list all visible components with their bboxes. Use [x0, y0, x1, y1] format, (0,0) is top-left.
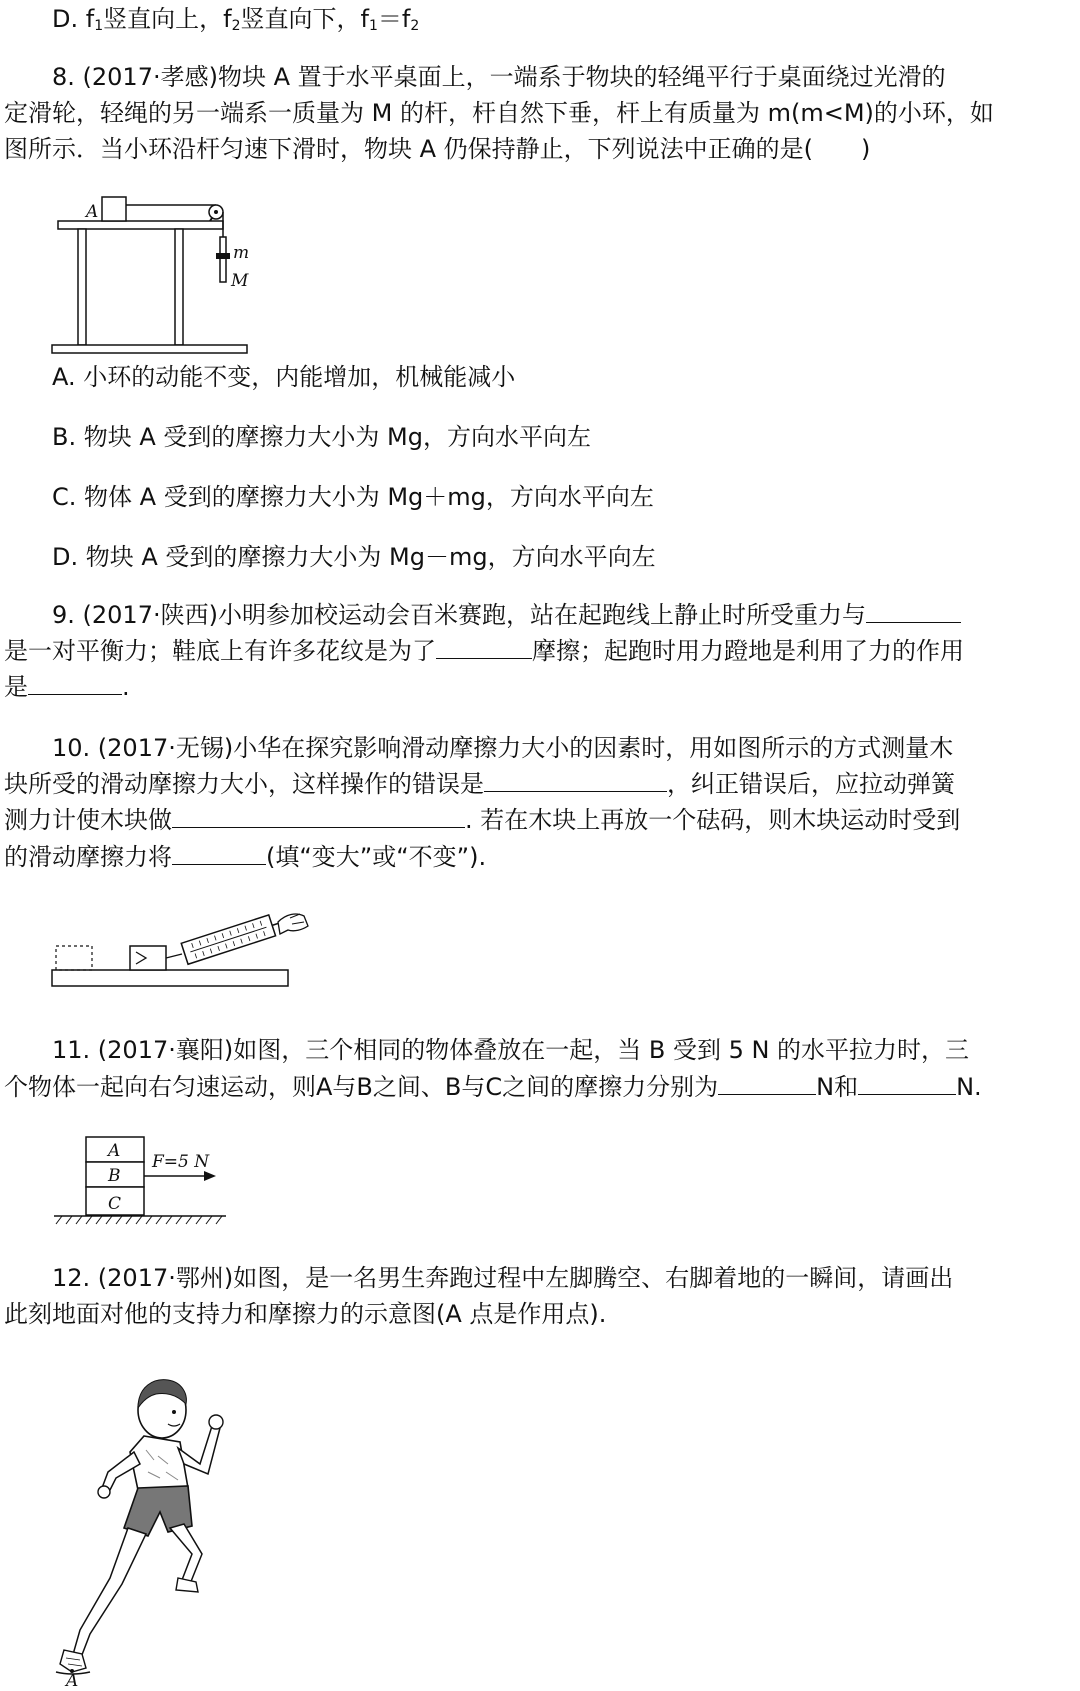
- q7-option-d: D. $f_1$竖直向上，$f_2$竖直向下，$f_1=f_2$: [52, 5, 420, 34]
- q10-line1: 10. (2017·无锡)小华在探究影响滑动摩擦力大小的因素时，用如图所示的方式测量木: [52, 734, 954, 762]
- q11-line1: 11. (2017·襄阳)如图，三个相同的物体叠放在一起，当 B 受到 5 N 的水平拉力时，三: [52, 1036, 970, 1064]
- runner-fist-back: [98, 1486, 110, 1498]
- q8-stem-line3: 图所示．当小环沿杆匀速下滑时，物块 A 仍保持静止，下列说法中正确的是( ): [4, 135, 871, 163]
- table-top: [58, 221, 223, 229]
- floor-board: [52, 345, 247, 353]
- q11-blank-2[interactable]: [858, 1072, 956, 1095]
- runner-leg-front: [170, 1524, 202, 1584]
- table-leg-right: [175, 229, 183, 345]
- q9-line3: 是 .: [4, 673, 130, 701]
- q11-line2: 个物体一起向右匀速运动，则A与B之间、B与C之间的摩擦力分别为 N和 N.: [4, 1073, 982, 1101]
- q8-option-d: D. 物块 A 受到的摩擦力大小为 Mg－mg，方向水平向左: [52, 543, 656, 571]
- q8-stem-line1: 8. (2017·孝感)物块 A 置于水平桌面上，一端系于物块的轻绳平行于桌面绕过光滑的: [52, 63, 946, 91]
- q8-option-b: B. 物块 A 受到的摩擦力大小为 Mg，方向水平向左: [52, 423, 591, 451]
- arrowhead-icon: [204, 1171, 216, 1181]
- block-a-label: A: [86, 202, 99, 222]
- q11-blank-1[interactable]: [718, 1072, 816, 1095]
- ring-m: [216, 253, 230, 259]
- q9-blank-3[interactable]: [28, 672, 122, 695]
- point-a-label: A: [66, 1671, 79, 1691]
- force-label: F=5 N: [152, 1152, 210, 1172]
- runner-leg-back: [72, 1528, 146, 1660]
- ring-label: m: [233, 243, 250, 263]
- q11-figure-stacked-blocks: [50, 1135, 240, 1230]
- spring-scale: [181, 912, 283, 964]
- q9-line2: 是一对平衡力；鞋底上有许多花纹是为了 摩擦；起跑时用力蹬地是利用了力的作用: [4, 637, 964, 665]
- q10-line3: 测力计使木块做 . 若在木块上再放一个砝码，则木块运动时受到: [4, 806, 961, 834]
- runner-shoe-front: [176, 1578, 198, 1592]
- q9-blank-1[interactable]: [866, 600, 961, 623]
- q10-line2: 块所受的滑动摩擦力大小，这样操作的错误是 ，纠正错误后，应拉动弹簧: [4, 770, 955, 798]
- block-start-dashed: [56, 946, 92, 970]
- q8-figure-table-pulley: [50, 185, 260, 360]
- label-c: C: [108, 1194, 122, 1214]
- hook-line: [166, 954, 182, 958]
- wood-block: [130, 946, 166, 970]
- rod-label: M: [231, 271, 249, 291]
- ground-hatch: [56, 1216, 222, 1224]
- rod-m: [220, 237, 226, 282]
- q10-blank-2[interactable]: [172, 805, 465, 828]
- q8-option-c: C. 物体 A 受到的摩擦力大小为 Mg＋mg，方向水平向左: [52, 483, 654, 511]
- q10-blank-1[interactable]: [484, 769, 667, 792]
- q10-figure-spring-scale: [50, 908, 310, 998]
- q12-figure-runner: [50, 1368, 240, 1691]
- table-leg-left: [78, 229, 86, 345]
- block-a: [102, 197, 126, 221]
- q10-line4: 的滑动摩擦力将 (填“变大”或“不变”).: [4, 843, 487, 871]
- label-a: A: [108, 1141, 121, 1161]
- q9-line1: 9. (2017·陕西)小明参加校运动会百米赛跑，站在起跑线上静止时所受重力与: [52, 600, 961, 630]
- q9-blank-2[interactable]: [436, 636, 532, 659]
- board: [52, 970, 288, 986]
- q8-option-a: A. 小环的动能不变，内能增加，机械能减小: [52, 363, 516, 391]
- q12-line1: 12. (2017·鄂州)如图，是一名男生奔跑过程中左脚腾空、右脚着地的一瞬间，请画出: [52, 1264, 954, 1292]
- label-b: B: [108, 1166, 121, 1186]
- q12-line2: 此刻地面对他的支持力和摩擦力的示意图(A 点是作用点).: [4, 1300, 607, 1328]
- q8-stem-line2: 定滑轮，轻绳的另一端系一质量为 M 的杆，杆自然下垂，杆上有质量为 m(m<M)的小环，如: [4, 99, 994, 127]
- runner-fist-front: [209, 1415, 223, 1429]
- q10-blank-3[interactable]: [172, 842, 266, 865]
